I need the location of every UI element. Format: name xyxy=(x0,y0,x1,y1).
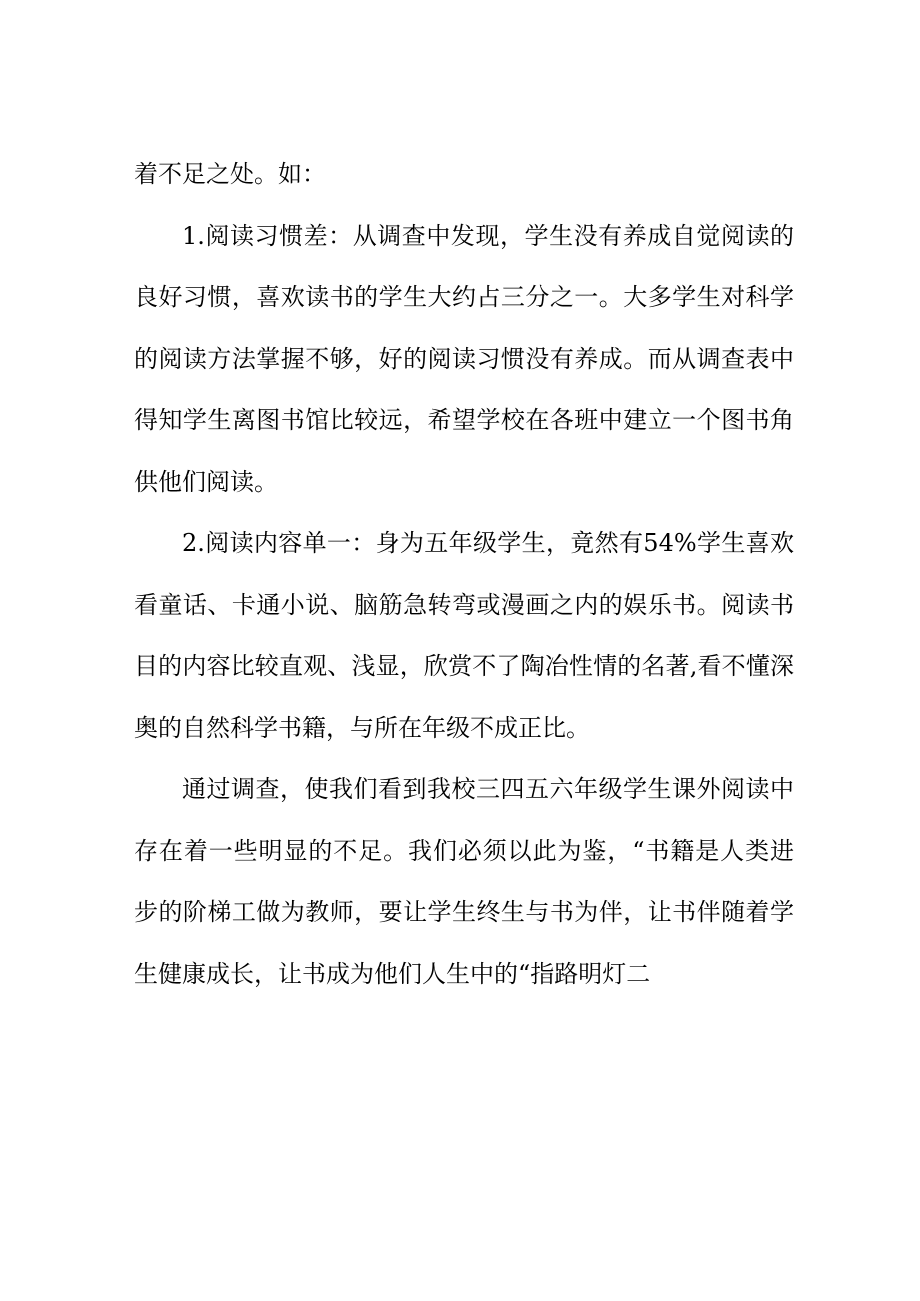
document-body xyxy=(134,144,794,1005)
paragraph-conclusion: 通过调查，使我们看到我校三四五六年级学生课外阅读中存在着一些明显的不足。我们必须以此为鉴，“书籍是人类进步的阶梯工做为教师，要让学生终生与书为伴，让书伴随着学生健康成长，让书成为他们人生中的“指路明灯二 xyxy=(134,775,794,988)
paragraph-reading-habits: 1.阅读习惯差：从调查中发现，学生没有养成自觉阅读的良好习惯，喜欢读书的学生大约占三分之一。大多学生对科学的阅读方法掌握不够，好的阅读习惯没有养成。而从调查表中得知学生离图书馆比较远，希望学校在各班中建立一个图书角供他们阅读。 xyxy=(134,221,794,496)
paragraph-reading-content: 2.阅读内容单一：身为五年级学生，竟然有54%学生喜欢看童话、卡通小说、脑筋急转弯或漫画之内的娱乐书。阅读书目的内容比较直观、浅显，欣赏不了陶冶性情的名著,看不懂深奥的自然科学书籍，与所在年级不成正比。 xyxy=(134,529,794,742)
paragraph-continuation: 着不足之处。如： xyxy=(134,160,326,188)
